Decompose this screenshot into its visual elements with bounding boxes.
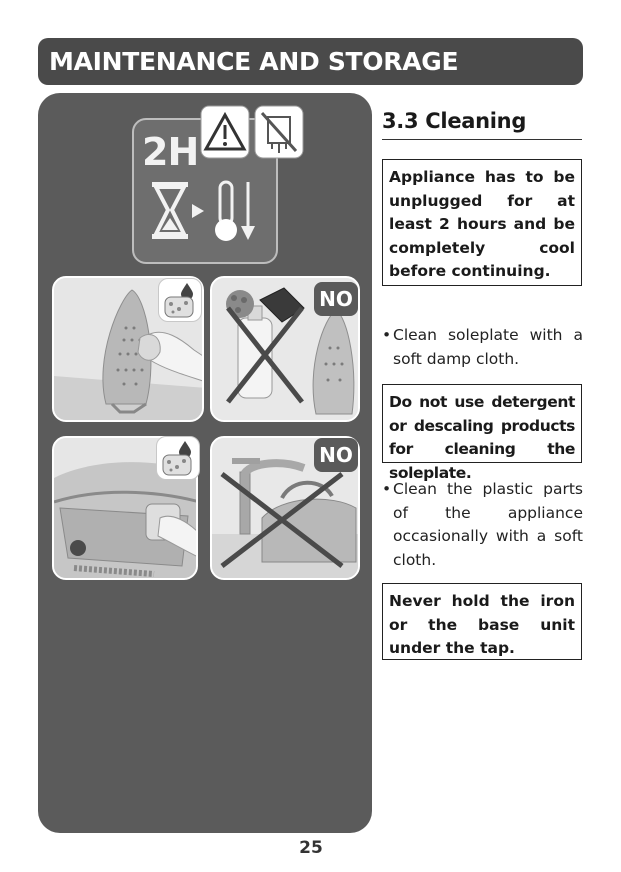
- hourglass-icon: [148, 180, 208, 242]
- bullet-icon: •: [382, 480, 392, 498]
- page-number: 25: [299, 838, 323, 858]
- no-badge: NO: [314, 282, 358, 316]
- no-badge: NO: [314, 438, 358, 472]
- damp-sponge-icon: [158, 278, 202, 322]
- bullet-text: Clean soleplate with a soft damp cloth.: [393, 326, 583, 368]
- title-underline: [382, 139, 582, 140]
- bullet-icon: •: [382, 326, 392, 344]
- damp-sponge-icon: [156, 436, 200, 480]
- tap-warning-note: Never hold the iron or the base unit under the tap.: [382, 583, 582, 660]
- list-item: [382, 478, 583, 572]
- header-title: MAINTENANCE AND STORAGE: [49, 47, 459, 76]
- section-header: [38, 38, 583, 85]
- unplug-warning-note: Appliance has to be unplugged for at least 2 hours and be completely cool before continuing.: [382, 159, 582, 286]
- warning-triangle-icon: [200, 105, 250, 159]
- thermometer-icon: [208, 178, 264, 244]
- time-label: 2H: [142, 130, 199, 174]
- unplug-icon: [254, 105, 304, 159]
- bullet-text: Clean the plastic parts of the appliance occasionally with a soft cloth.: [393, 480, 583, 569]
- section-title: 3.3 Cleaning: [382, 109, 527, 133]
- list-item: [382, 324, 583, 371]
- detergent-warning-note: Do not use detergent or descaling products for cleaning the soleplate.: [382, 384, 582, 463]
